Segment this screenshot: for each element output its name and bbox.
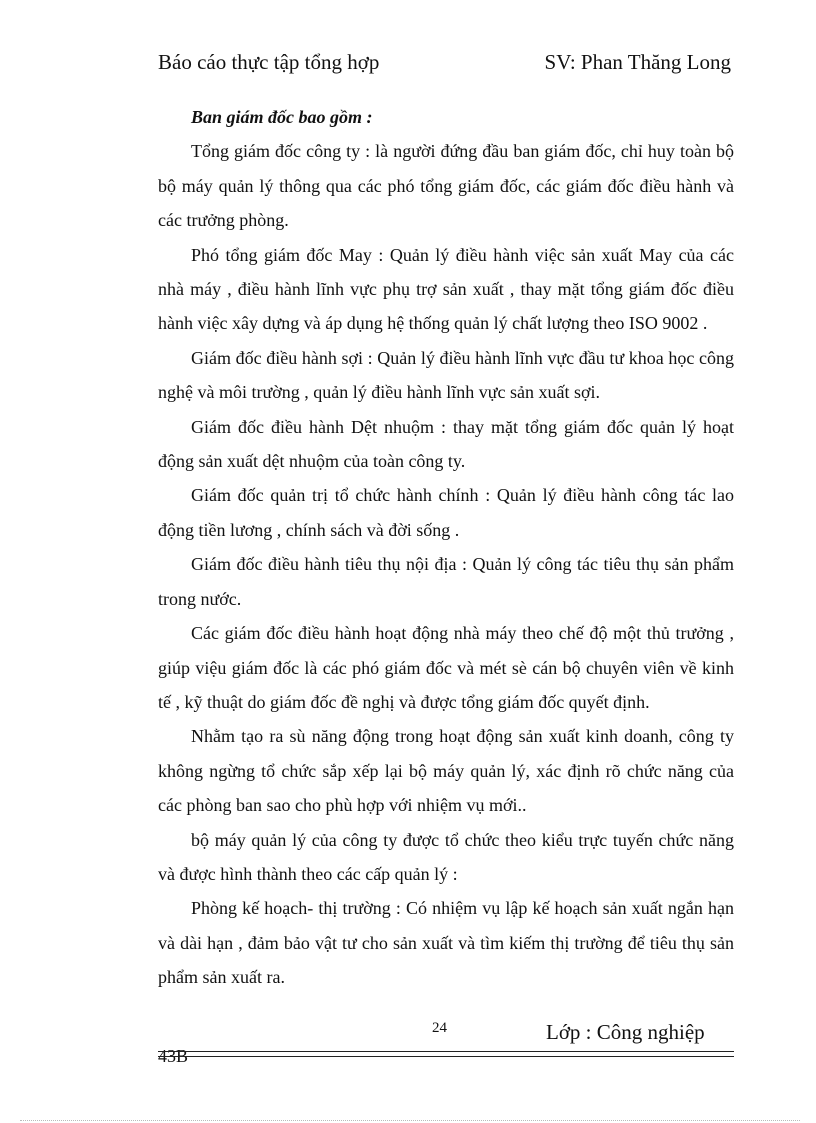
paragraph: Các giám đốc điều hành hoạt động nhà máy theo chế độ một thủ trưởng , giúp việu giám đốc là các phó giám đốc và mét sè cán bộ chuyên viên về kinh tế , kỹ thuật do giám đốc đề nghị và được tổng giám đốc quyết định. (158, 623, 734, 712)
paragraph: Tổng giám đốc công ty : là người đứng đầu ban giám đốc, chỉ huy toàn bộ bộ máy quản lý thông qua các phó tổng giám đốc, các giám đốc điều hành và các trưởng phòng. (158, 141, 734, 231)
paragraph: Nhằm tạo ra sù năng động trong hoạt động sản xuất kinh doanh, công ty không ngừng tổ chức sắp xếp lại bộ máy quản lý, xác định rõ chức năng của các phòng ban sao cho phù hợp với nhiệm vụ mới.. (158, 726, 734, 816)
paragraph: bộ máy quản lý của công ty được tổ chức theo kiểu trực tuyến chức năng và được hình thành theo các cấp quản lý : (158, 829, 734, 884)
body-text (158, 100, 734, 995)
paragraph: Giám đốc điều hành Dệt nhuộm : thay mặt tổng giám đốc quản lý hoạt động sản xuất dệt nhuộm của toàn công ty. (158, 416, 734, 472)
page-border-dotted (20, 1120, 800, 1121)
header-student-name: SV: Phan Thăng Long (544, 50, 731, 74)
section-heading: Ban giám đốc bao gồm : (191, 107, 373, 127)
footer-class-continuation: 43B (158, 1046, 189, 1066)
header-report-title: Báo cáo thực tập tổng hợp (158, 50, 380, 74)
footer-rule (158, 1056, 734, 1057)
page-number: 24 (432, 1020, 447, 1036)
page-header (158, 50, 731, 82)
footer-rule (158, 1051, 734, 1052)
paragraph: Phòng kế hoạch- thị trường : Có nhiệm vụ lập kế hoạch sản xuất ngắn hạn và dài hạn , đảm bảo vật tư cho sản xuất và tìm kiếm thị trường để tiêu thụ sản phẩm sản xuất ra. (158, 898, 734, 988)
footer-class-label: Lớp : Công nghiệp (546, 1020, 705, 1044)
paragraph: Giám đốc điều hành tiêu thụ nội địa : Quản lý công tác tiêu thụ sản phẩm trong nước. (158, 554, 734, 609)
paragraph: Phó tổng giám đốc May : Quản lý điều hành việc sản xuất May của các nhà máy , điều hành lĩnh vực phụ trợ sản xuất , thay mặt tổng giám đốc điều hành việc xây dựng và áp dụng hệ thống quản lý chất lượng theo ISO 9002 . (158, 244, 734, 334)
paragraph: Giám đốc quản trị tổ chức hành chính : Quản lý điều hành công tác lao động tiền lương , chính sách và đời sống . (158, 485, 734, 540)
paragraph: Giám đốc điều hành sợi : Quản lý điều hành lĩnh vực đầu tư khoa học công nghệ và môi trường , quản lý điều hành lĩnh vực sản xuất sợi. (158, 347, 734, 403)
